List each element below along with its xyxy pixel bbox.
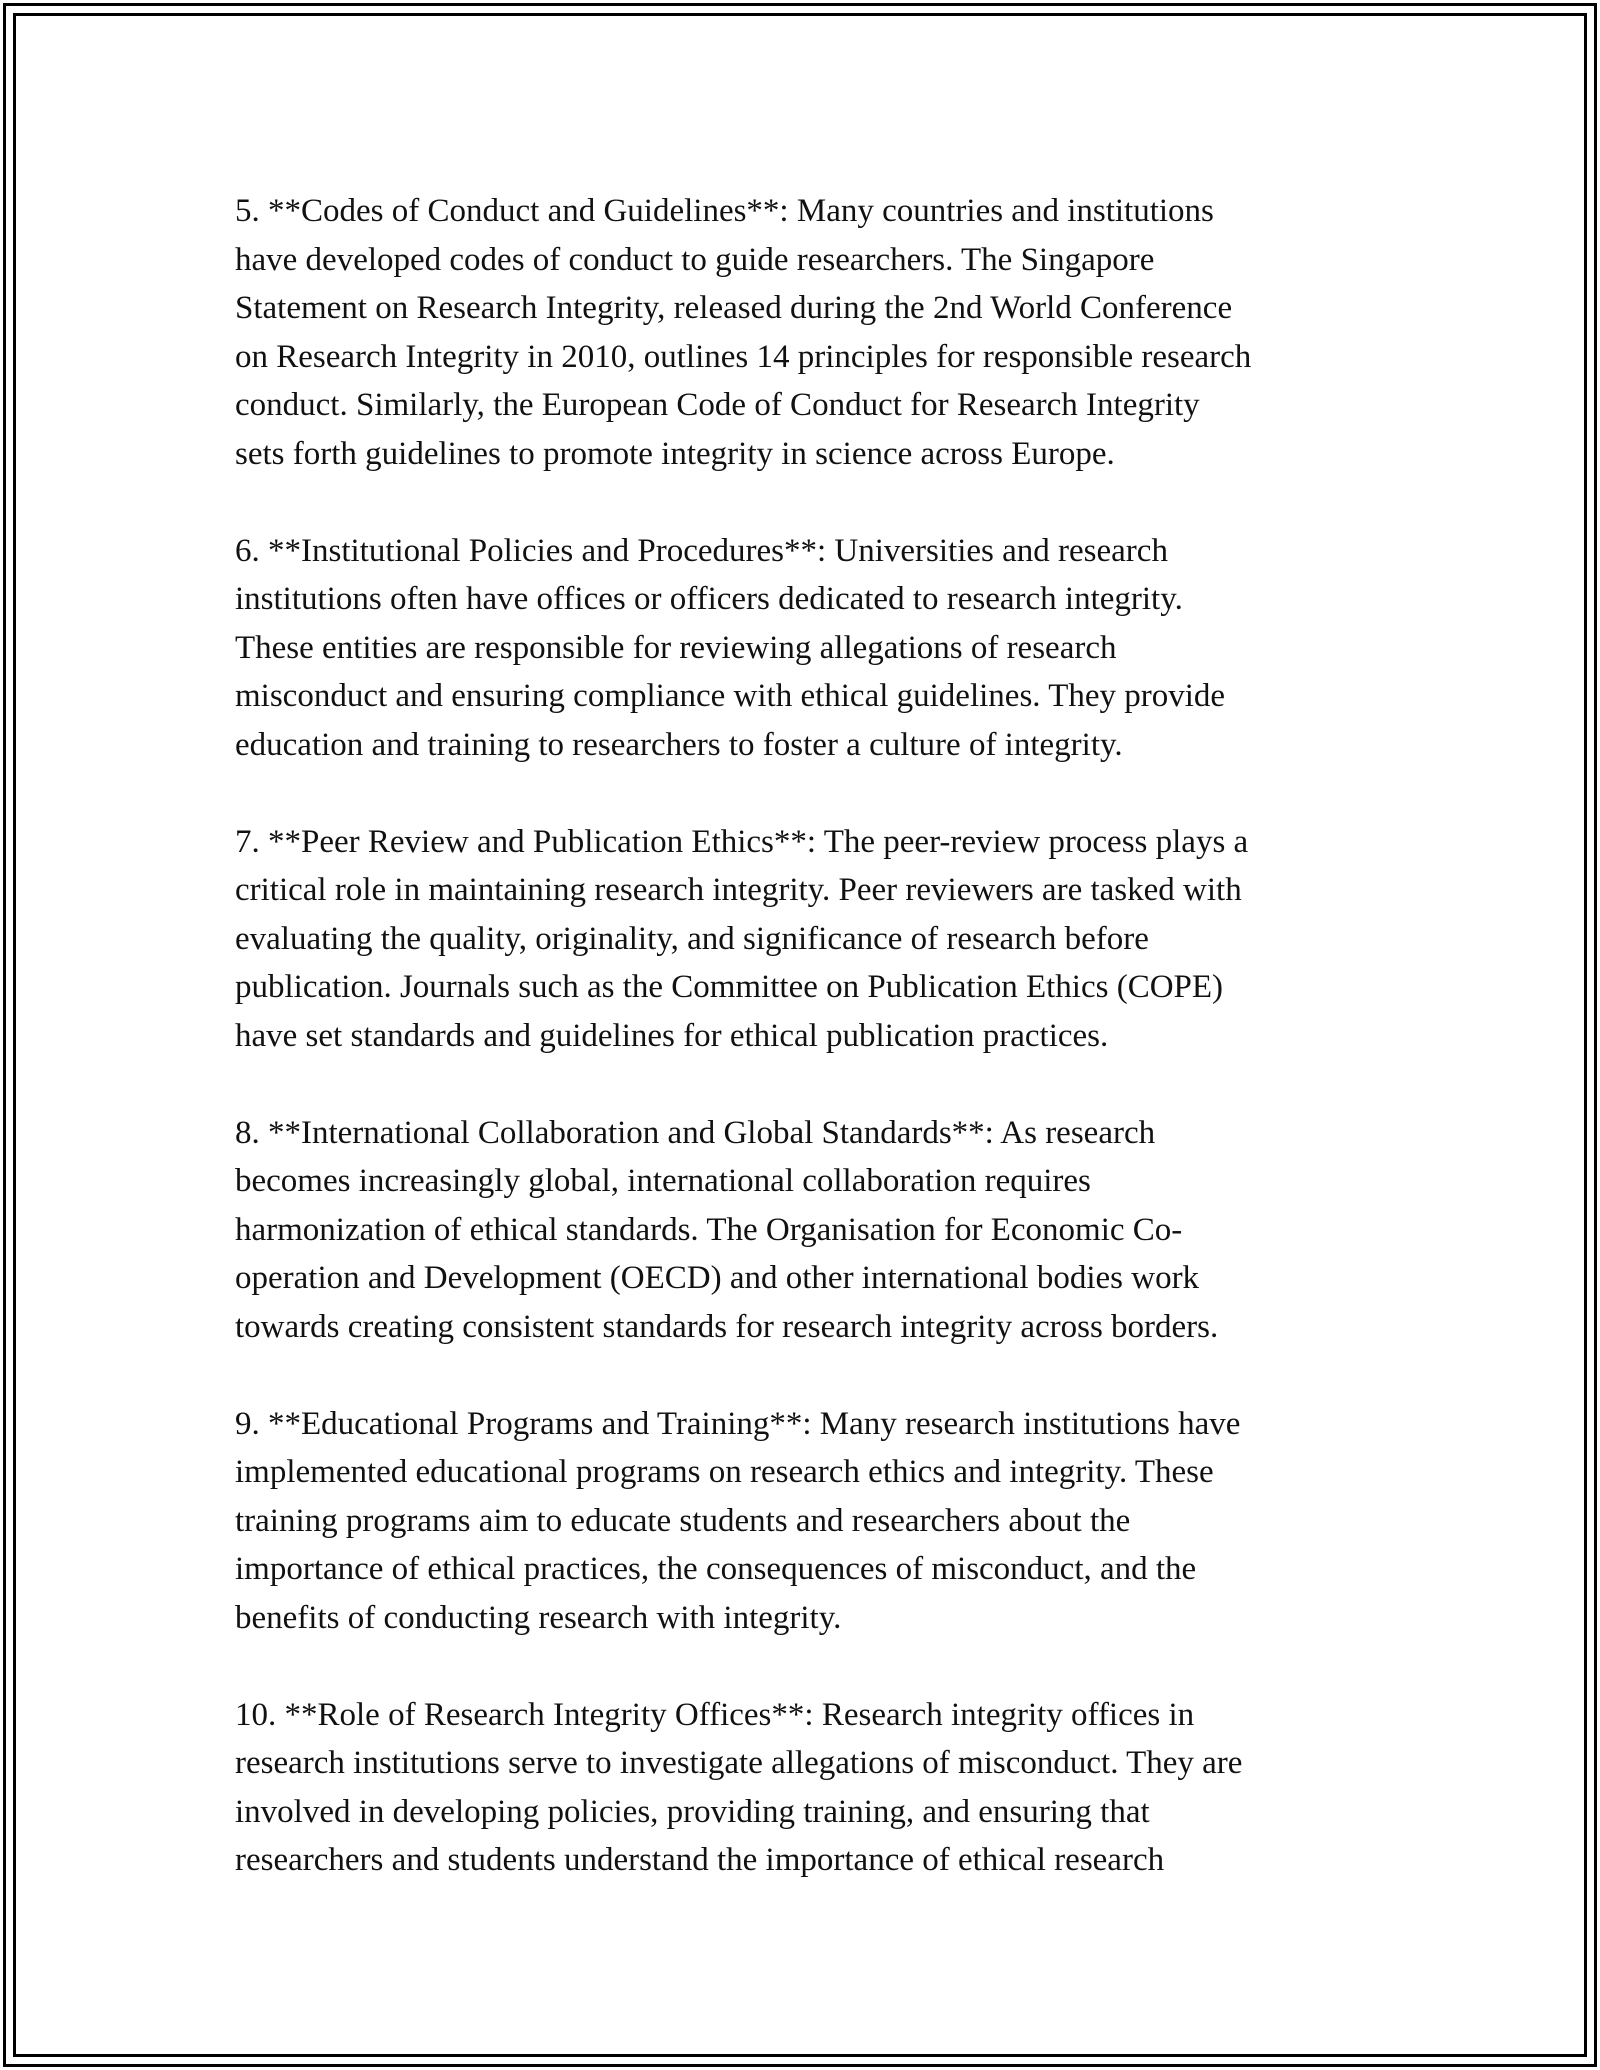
text-line: have developed codes of conduct to guide researchers. The Singapore bbox=[235, 241, 1155, 278]
text-line: researchers and students understand the importance of ethical research bbox=[235, 1842, 1165, 1878]
text-line: on Research Integrity in 2010, outlines 14 principles for responsible research bbox=[235, 338, 1252, 375]
paragraph-institutional-policies bbox=[235, 527, 1385, 770]
text-line: conduct. Similarly, the European Code of Conduct for Research Integrity bbox=[235, 387, 1200, 423]
paragraph-international-collaboration bbox=[235, 1109, 1385, 1352]
text-line: These entities are responsible for reviewing allegations of research bbox=[235, 629, 1117, 666]
document-body bbox=[235, 187, 1385, 1933]
text-line: critical role in maintaining research integrity. Peer reviewers are tasked with bbox=[235, 872, 1242, 908]
text-line: 10. **Role of Research Integrity Offices**: Research integrity offices in bbox=[235, 1696, 1195, 1733]
text-line: 9. **Educational Programs and Training**: Many research institutions have bbox=[235, 1405, 1241, 1442]
paragraph-peer-review bbox=[235, 818, 1385, 1061]
paragraph-research-integrity-offices bbox=[235, 1691, 1385, 1885]
text-line: evaluating the quality, originality, and significance of research before bbox=[235, 920, 1149, 957]
text-line: have set standards and guidelines for ethical publication practices. bbox=[235, 1017, 1109, 1054]
text-line: becomes increasingly global, international collaboration requires bbox=[235, 1163, 1091, 1199]
text-line: 7. **Peer Review and Publication Ethics**: The peer-review process plays a bbox=[235, 823, 1249, 860]
text-line: operation and Development (OECD) and other international bodies work bbox=[235, 1260, 1200, 1296]
paragraph-educational-programs bbox=[235, 1400, 1385, 1643]
text-line: benefits of conducting research with integrity. bbox=[235, 1599, 842, 1636]
text-line: importance of ethical practices, the consequences of misconduct, and the bbox=[235, 1551, 1197, 1587]
text-line: 8. **International Collaboration and Global Standards**: As research bbox=[235, 1114, 1156, 1151]
text-line: Statement on Research Integrity, released during the 2nd World Conference bbox=[235, 290, 1233, 326]
text-line: education and training to researchers to foster a culture of integrity. bbox=[235, 726, 1123, 763]
paragraph-codes-of-conduct bbox=[235, 187, 1385, 478]
text-line: 5. **Codes of Conduct and Guidelines**: Many countries and institutions bbox=[235, 193, 1214, 229]
text-line: publication. Journals such as the Committee on Publication Ethics (COPE) bbox=[235, 969, 1224, 1005]
text-line: towards creating consistent standards for research integrity across borders. bbox=[235, 1308, 1219, 1345]
text-line: 6. **Institutional Policies and Procedures**: Universities and research bbox=[235, 532, 1168, 569]
text-line: harmonization of ethical standards. The Organisation for Economic Co- bbox=[235, 1211, 1183, 1248]
text-line: training programs aim to educate students and researchers about the bbox=[235, 1502, 1131, 1539]
text-line: involved in developing policies, providing training, and ensuring that bbox=[235, 1793, 1150, 1830]
text-line: sets forth guidelines to promote integrity in science across Europe. bbox=[235, 435, 1115, 472]
text-line: research institutions serve to investigate allegations of misconduct. They are bbox=[235, 1745, 1243, 1781]
text-line: implemented educational programs on research ethics and integrity. These bbox=[235, 1454, 1214, 1490]
text-line: misconduct and ensuring compliance with ethical guidelines. They provide bbox=[235, 678, 1226, 714]
text-line: institutions often have offices or officers dedicated to research integrity. bbox=[235, 581, 1183, 617]
